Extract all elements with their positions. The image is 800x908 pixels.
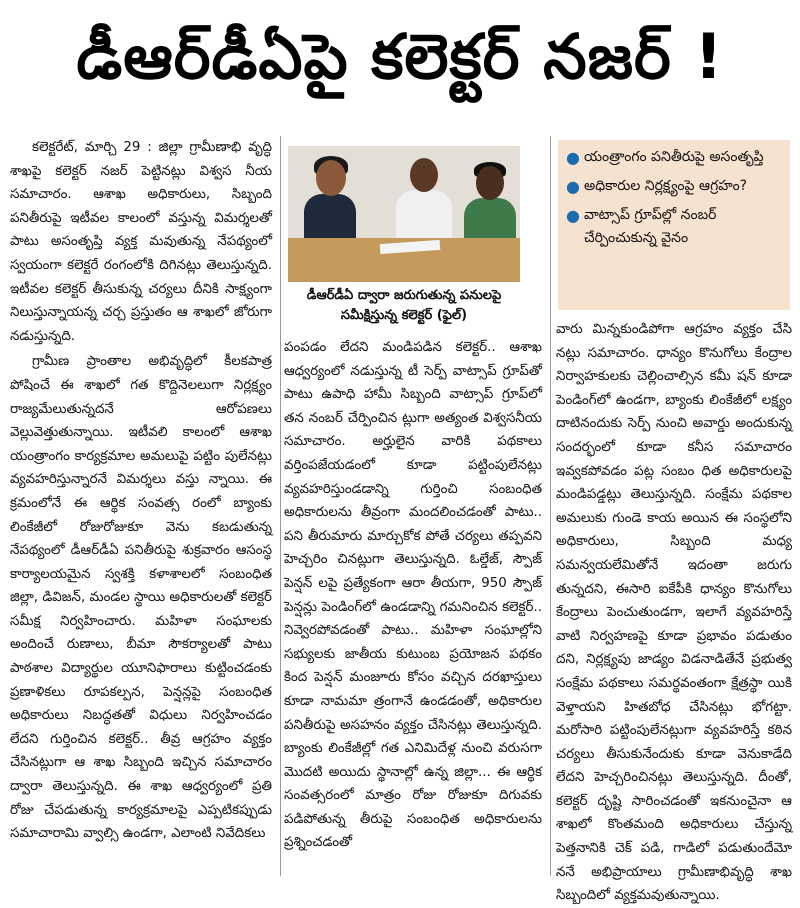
highlight-item: ● యంత్రాంగం పనితీరుపై అసంతృప్తి xyxy=(566,148,764,167)
paragraph: పంపడం లేదని మండిపడిన కలెక్టర్.. ఆశాఖ ఆధ్వర్యంలో నడుస్తున్న టీ సెర్ప్ వాట్సాప్ గ్రూప్‌తో పాటు ఉపాధి హామీ సిబ్బంది వాట్సాప్ గ్రూప్‌లో తన నంబర్ చేర్పించిన ట్లుగా అత్యంత విశ్వసనీయ సమాచారం. అర్హులైన వారికి పథకాలు వర్తింపజేయడంలో కూడా పట్టింపులేనట్లు వ్యవహరిస్తుండడాన్ని గుర్తించి సంబంధిత అధికారులను తీవ్రంగా మందలించడంతో పాటు.. పని తీరుమారు మార్చుకోక పోతే చర్యలు తప్పవని హెచ్చరిం చినట్లుగా తెలుస్తున్నది. ఓల్డేజ్, స్పౌజ్ పెన్షన్ లపై ప్రత్యేకంగా ఆరా తీయగా, 950 స్పౌజ్ పెన్షన్లు పెండింగ్‌లో ఉండడాన్ని గమనించిన కలెక్టర్.. నివ్వెరపోవడంతో పాటు.. మహిళా సంఘాల్లోని సభ్యులకు జాతీయ కుటుంబ ప్రయోజన పథకం కింద పెన్షన్ మంజూరు కోసం వచ్చిన దరఖాస్తులు కూడా నామమా త్రంగానే ఉండడంతో, అధికారుల పనితీరుపై అసహనం వ్యక్తం చేసినట్లు తెలుస్తున్నది. బ్యాంకు లింకేజీల్లో గత ఎనిమిదేళ్ల నుంచి వరుసగా మొదటి అయిదు స్థానాల్లో ఉన్న జిల్లా... ఈ ఆర్థిక సంవత్సరంలో మాత్రం రోజు రోజుకూ దిగువకు పడిపోతున్న తీరుపై సంబంధిత అధికారులను ప్రశ్నించడంతో xyxy=(284,340,542,851)
highlight-item: ● అధికారుల నిర్లక్ష్యంపై ఆగ్రహం? xyxy=(566,177,748,196)
article-column-2 xyxy=(284,336,542,876)
paragraph: కలెక్టరేట్, మార్చి 29 : జిల్లా గ్రామీణాభి వృద్ధి శాఖపై కలెక్టర్ నజర్ పెట్టినట్లు విశ్వస నీయ సమాచారం. ఆశాఖ అధికారులు, సిబ్బంది పనితీరుపై ఇటీవల కాలంలో వస్తున్న విమర్శలతో పాటు అసంతృప్తి వ్యక్త మవుతున్న నేపథ్యంలో స్వయంగా కలెక్టరే రంగంలోకి దిగినట్లు తెలుస్తున్నది. ఇటీవల కలెక్టర్ తీసుకున్న చర్యలు దీనికి సాక్ష్యంగా నిలుస్తున్నాయన్న చర్చ ప్రస్తుతం ఆ శాఖలో జోరుగా నడుస్తున్నది. xyxy=(10,140,272,344)
bullet-icon: ● xyxy=(566,148,580,167)
article-column-1 xyxy=(10,136,281,876)
bullet-icon: ● xyxy=(566,177,580,196)
article-column-3 xyxy=(556,318,792,904)
paragraph: వారు మిన్నకుండిపోగా ఆగ్రహం వ్యక్తం చేసి నట్లు సమాచారం. ధాన్యం కొనుగోలు కేంద్రాల నిర్వాహకులకు చెల్లించాల్సిన కమీ షన్ కూడా పెండింగ్‌లో ఉండగా, బ్యాంకు లింకేజీలో లక్ష్యం దాటినందుకు సెర్ప్ నుంచి అవార్డు అందుకున్న సందర్భంలో కూడా కనీస సమాచారం ఇవ్వకపోవడం పట్ల సంబం ధిత అధికారులపై మండిపడ్డట్లు తెలుస్తున్నది. సంక్షేమ పథకాల అమలుకు గుండె కాయ అయిన ఈ సంస్థలోని అధికారులు, సిబ్బంది మధ్య సమన్వయలేమితోనే ఇదంతా జరుగు తున్నదని, ఈసారి ఐకేపీకి ధాన్యం కొనుగోలు కేంద్రాలు పెంచుతుండగా, ఇలాగే వ్యవహరిస్తే వాటి నిర్వహణపై కూడా ప్రభావం పడుతుం దని, నిర్లక్ష్యపు జాడ్యం విడనాడితేనే ప్రభుత్వ సంక్షేమ పథకాలు సమర్థవంతంగా క్షేత్రస్థా యికి వెళ్తాయని హితబోధ చేసినట్లు భోగట్టా. మరోసారి పట్టింపులేనట్లుగా వ్యవహరిస్తే కఠిన చర్యలు తీసుకునేందుకు కూడా వెనుకాడేది లేదని హెచ్చరించినట్లు తెలుస్తున్నది. దీంతో, కలెక్టర్ దృష్టి సారించడంతో ఇకనుంచైనా ఆ శాఖలో కొంతమంది అధికారులు చేస్తున్న పెత్తనానికి చెక్ పడి, గాడిలో పడుతుందేమో ననే అభిప్రాయాలు గ్రామీణాభివృద్ధి శాఖ సిబ్బందిలో వ్యక్తమవుతున్నాయి. xyxy=(556,322,792,904)
paragraph: గ్రామీణ ప్రాంతాల అభివృద్ధిలో కీలకపాత్ర పోషించే ఈ శాఖలో గత కొద్దినెలలుగా నిర్లక్ష్యం రాజ్యమేలుతున్నదనే ఆరోపణలు వెల్లువెత్తుతున్నాయి. ఇటీవలి కాలంలో ఆశాఖ యంత్రాంగం కార్యక్రమాల అమలుపై పట్టిం పులేనట్లు వ్యవహరిస్తున్నారనే విమర్శలు వస్తు న్నాయి. ఈ క్రమంలోనే ఈ ఆర్థిక సంవత్స రంలో బ్యాంకు లింకేజీలో రోజురోజుకూ వెను కబడుతున్న నేపథ్యంలో డీఆర్‌డీఏ పనితీరుపై శుక్రవారం ఆసంస్థ కార్యాలయమైన స్వశక్తి కళాశాలలో సంబంధిత జిల్లా, డివిజన్, మండల స్థాయి అధికారులతో కలెక్టర్ సమీక్ష నిర్వహించారు. మహిళా సంఘాలకు అందించే రుణాలు, బీమా సౌకర్యాలతో పాటు పాఠశాల విద్యార్థుల యూనిఫారాలు కుట్టించడంకు ప్రణాళికలు రూపకల్పన, పెన్షన్లపై సంబంధిత అధికారులు నిబద్ధతతో విధులు నిర్వహించడం లేదని గుర్తించిన కలెక్టర్.. తీవ్ర ఆగ్రహం వ్యక్తం చేసినట్లుగా ఆ శాఖ సిబ్బంది ఇచ్చిన సమాచారం ద్వారా తెలుస్తున్నది. ఈ శాఖ ఆధ్వర్యంలో ప్రతి రోజు చేపడుతున్న కార్యక్రమాలపై ఎప్పటికప్పుడు సమాచారామి వ్వాల్సి ఉండగా, ఎలాంటి నివేదికలు xyxy=(10,354,272,842)
column-divider xyxy=(550,136,551,876)
photo-caption: డీఆర్‌డీఏ ద్వారా జరుగుతున్న పనులపై సమీక్షిస్తున్న కలెక్టర్ (ఫైల్) xyxy=(306,288,502,323)
highlight-item: ● వాట్సాప్ గ్రూప్‌ల్లో నంబర్ చేర్పించుకున్న వైనం xyxy=(566,206,717,246)
headline: డీఆర్‌డీఏపై కలెక్టర్ నజర్ ! xyxy=(76,20,724,93)
news-photo xyxy=(288,146,520,282)
bullet-icon: ● xyxy=(566,206,580,225)
highlights-box xyxy=(558,140,790,310)
